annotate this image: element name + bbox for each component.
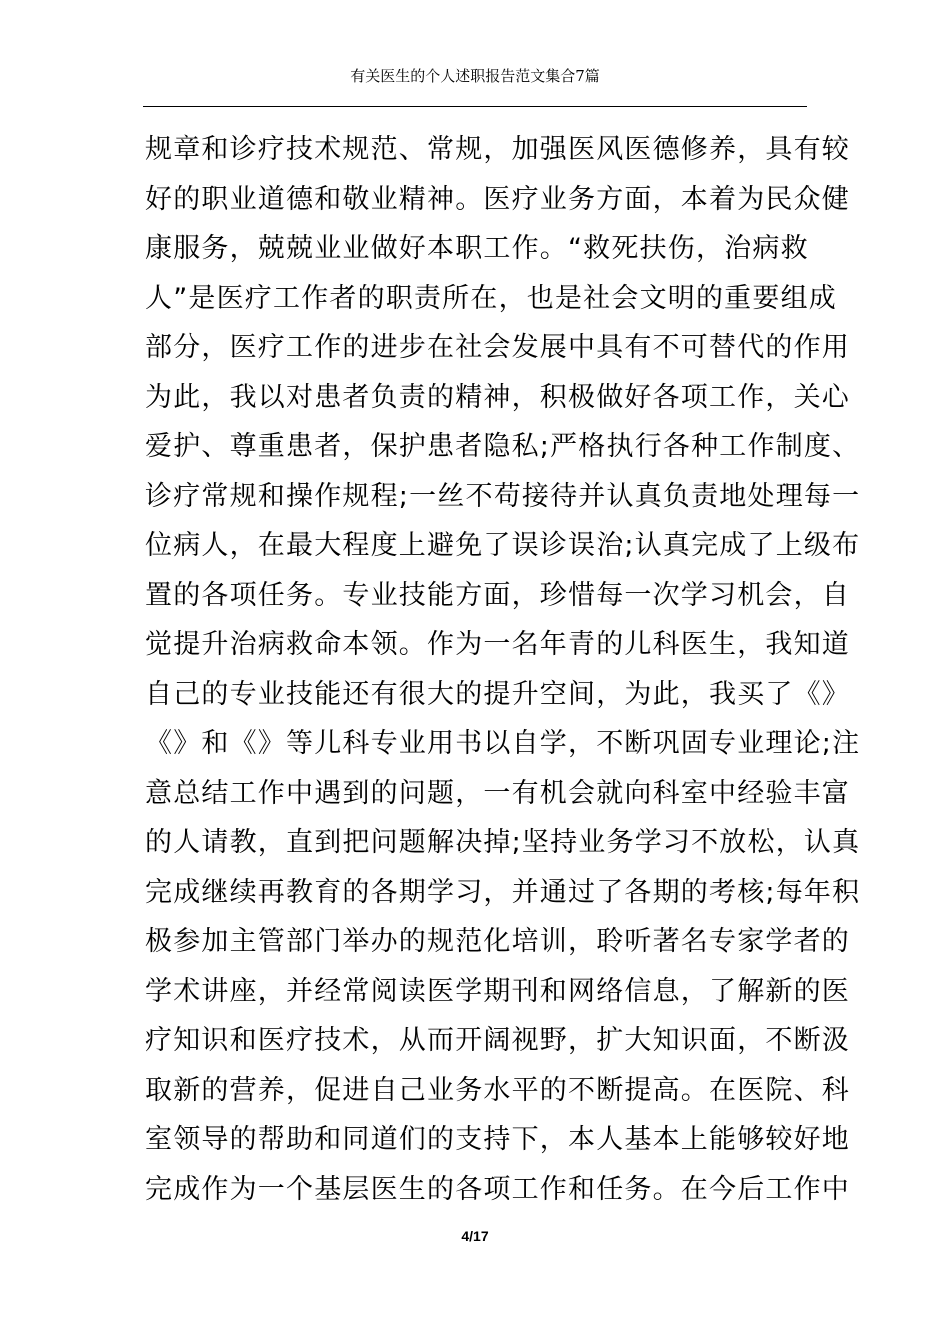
text-line: 极参加主管部门举办的规范化培训，聆听著名专家学者的 [145,926,850,957]
text-line: 康服务，兢兢业业做好本职工作。“救死扶伤，治病救 [145,233,809,264]
text-line: 完成继续再教育的各期学习，并通过了各期的考核;每年积 [145,876,861,908]
text-line: 取新的营养，促进自己业务水平的不断提高。在医院、科 [145,1074,850,1106]
text-line: 意总结工作中遇到的问题，一有机会就向科室中经验丰富 [145,777,850,809]
text-line: 完成作为一个基层医生的各项工作和任务。在今后工作中 [145,1173,850,1205]
text-line: 自己的专业技能还有很大的提升空间，为此，我买了《》 [145,678,850,710]
text-line: 的人请教，直到把问题解决掉;坚持业务学习不放松，认真 [145,827,861,858]
text-line: 室领导的帮助和同道们的支持下，本人基本上能够较好地 [145,1124,850,1155]
text-line: 部分，医疗工作的进步在社会发展中具有不可替代的作用 [145,332,850,363]
text-line: 觉提升治病救命本领。作为一名年青的儿科医生，我知道 [145,629,850,660]
text-line: 好的职业道德和敬业精神。医疗业务方面，本着为民众健 [145,183,850,215]
text-line: 规章和诊疗技术规范、常规，加强医风医德修养，具有较 [145,134,850,165]
header-divider [143,106,807,107]
text-line: 诊疗常规和操作规程;一丝不苟接待并认真负责地处理每一 [145,480,861,512]
text-line: 为此，我以对患者负责的精神，积极做好各项工作，关心 [145,381,850,413]
text-line: 疗知识和医疗技术，从而开阔视野，扩大知识面，不断汲 [145,1025,850,1056]
text-line: 置的各项任务。专业技能方面，珍惜每一次学习机会，自 [145,579,850,611]
document-body [145,125,861,1214]
page-header-title: 有关医生的个人述职报告范文集合7篇 [350,67,600,85]
text-line: 《》和《》等儿科专业用书以自学，不断巩固专业理论;注 [145,728,861,759]
text-line: 人”是医疗工作者的职责所在，也是社会文明的重要组成 [145,282,837,314]
text-line: 位病人，在最大程度上避免了误诊误治;认真完成了上级布 [145,530,861,561]
page-number: 4/17 [461,1228,489,1244]
text-line: 爱护、尊重患者，保护患者隐私;严格执行各种工作制度、 [145,431,861,462]
text-line: 学术讲座，并经常阅读医学期刊和网络信息，了解新的医 [145,975,850,1007]
